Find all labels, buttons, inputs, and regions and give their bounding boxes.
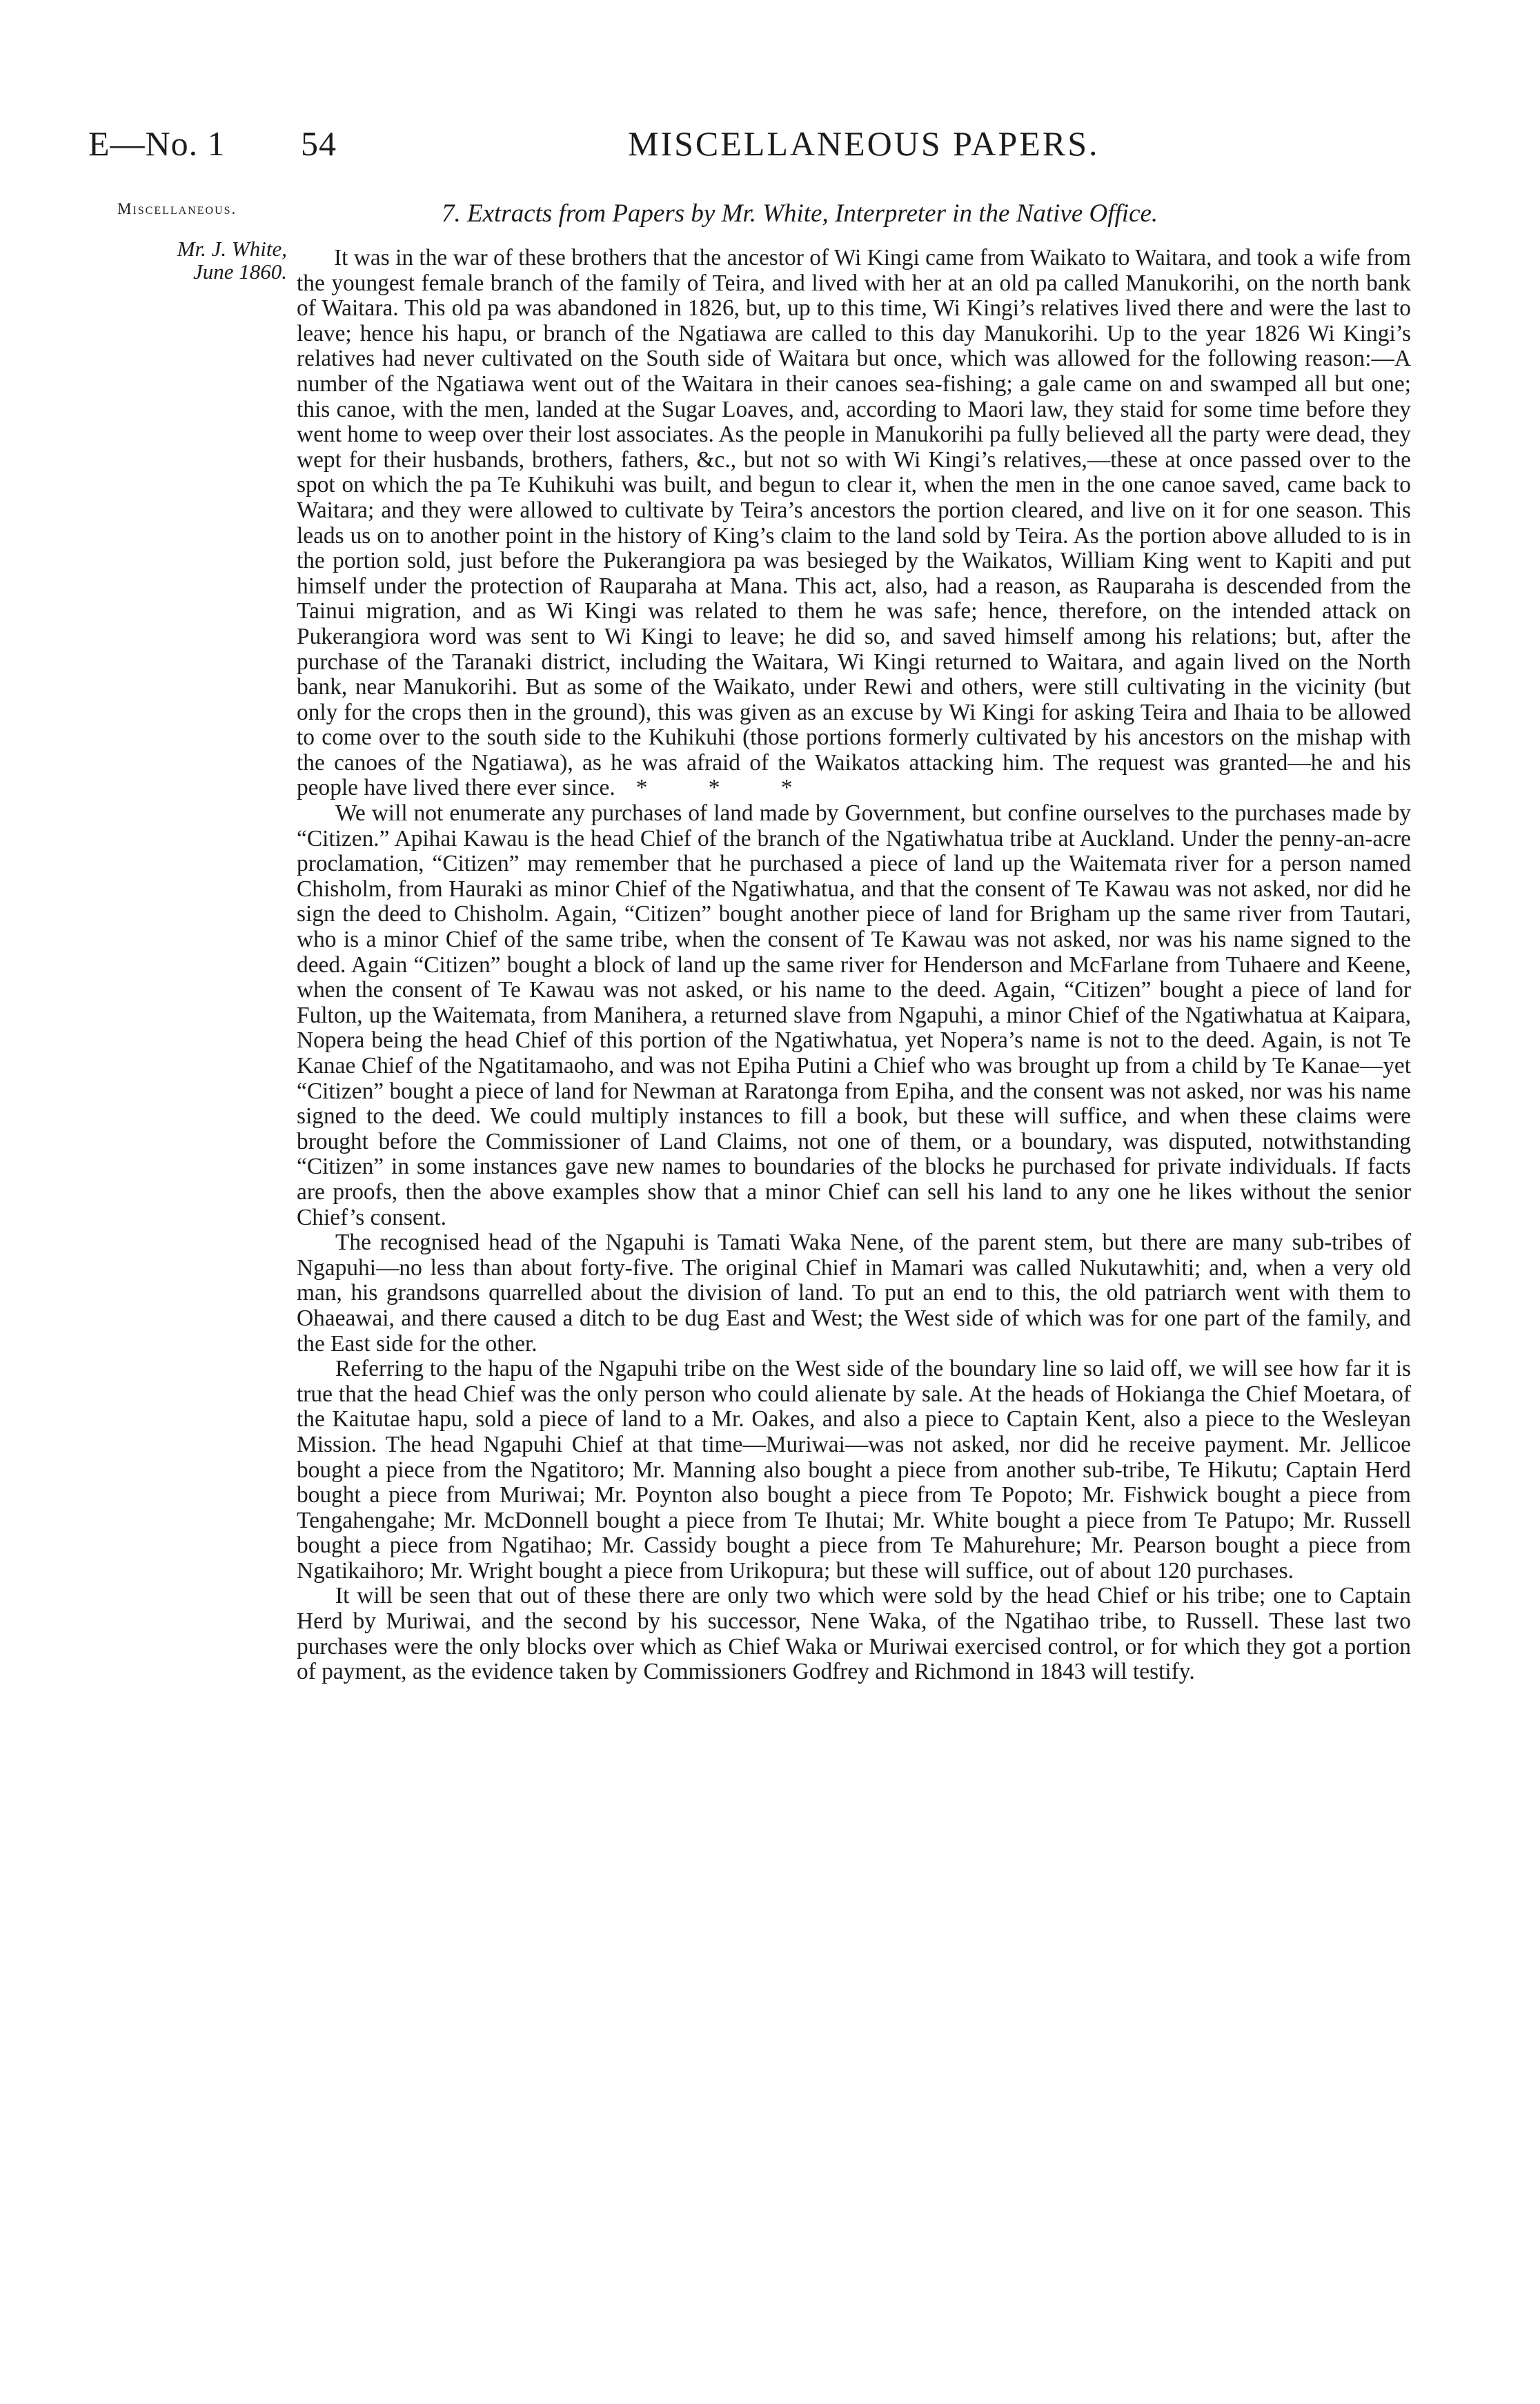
paragraph-2: We will not enumerate any purchases of land made by Government, but confine ourselves to the purchases made by “Citizen.” Apihai Kawau is the head Chief of the branch of the Ngatiwhatua tribe at Auckland. Under the penny-an-acre proclamation, “Citizen” may remember that he purchased a piece of land up the Waitemata river for a person named Chisholm, from Hauraki as minor Chief of the Ngatiwhatua, and that the consent of Te Kawau was not asked, nor did he sign the deed to Chisholm. Again, “Citizen” bought another piece of land for Brigham up the same river from Tautari, who is a minor Chief of the same tribe, when the consent of Te Kawau was not asked, nor was his name signed to the deed. Again “Citizen” bought a block of land up the same river for Henderson and McFarlane from Tuhaere and Keene, when the consent of Te Kawau was not asked, or his name to the deed. Again, “Citizen” bought a piece of land for Fulton, up the Waitemata, from Manihera, a returned slave from Ngapuhi, a minor Chief of the Ngatiwhatua at Kaipara, Nopera being the head Chief of this portion of the Ngatiwhatua, yet Nopera’s name is not to the deed. Again, is not Te Kanae Chief of the Ngatitamaoho, and was not Epiha Putini a Chief who was brought up from a child by Te Kanae—yet “Citizen” bought a piece of land for Newman at Raratonga from Epiha, and the consent was not asked, nor was his name signed to the deed. We could multiply instances to fill a book, but these will suffice, and when these claims were brought before the Commissioner of Land Claims, not one of them, or a boundary, was disputed, notwithstanding “Citizen” in some instances gave new names to boundaries of the blocks he purchased for private individuals. If facts are proofs, then the above examples show that a minor Chief can sell his land to any one he likes without the senior Chief’s consent.	[297, 800, 1411, 1230]
running-title: MISCELLANEOUS PAPERS.	[628, 124, 1100, 163]
paragraph-4: Referring to the hapu of the Ngapuhi tribe on the West side of the boundary line so laid off, we will see how far it is true that the head Chief was the only person who could alienate by sale. At the heads of Hokianga the Chief Moetara, of the Kaitutae hapu, sold a piece of land to a Mr. Oakes, and also a piece to Captain Kent, also a piece to the Wesleyan Mission. The head Ngapuhi Chief at that time—Muriwai—was not asked, nor did he receive payment. Mr. Jellicoe bought a piece from the Ngatitoro; Mr. Manning also bought a piece from another sub-tribe, Te Hikutu; Captain Herd bought a piece from Muriwai; Mr. Poynton also bought a piece from Te Popoto; Mr. Fishwick bought a piece from Tengahengahe; Mr. McDonnell bought a piece from Te Ihutai; Mr. White bought a piece from Te Patupo; Mr. Russell bought a piece from Ngatihao; Mr. Cassidy bought a piece from Te Mahurehure; Mr. Pearson bought a piece from Ngatikaihoro; Mr. Wright bought a piece from Urikopura; but these will suffice, out of about 120 purchases.	[297, 1356, 1411, 1584]
section-heading: 7. Extracts from Papers by Mr. White, Interpreter in the Native Office.	[442, 199, 1158, 228]
body-text	[297, 246, 1411, 1685]
ellipsis-stars: * * *	[635, 775, 820, 801]
margin-note-date: June 1860.	[192, 259, 287, 284]
margin-section-label: Miscellaneous.	[117, 200, 237, 217]
paper-reference: E—No. 1	[88, 124, 226, 163]
paragraph-1-text: It was in the war of these brothers that the ancestor of Wi Kingi came from Waikato to Waitara, and took a wife from the youngest female branch of the family of Teira, and lived with her at an old pa called Manukorihi, on the north bank of Waitara. This old pa was abandoned in 1826, but, up to this time, Wi Kingi’s relatives lived there and were the last to leave; hence his hapu, or branch of the Ngatiawa are called to this day Manukorihi. Up to the year 1826 Wi Kingi’s relatives had never cultivated on the South side of Waitara but once, which was allowed for the following reason:—A number of the Ngatiawa went out of the Waitara in their canoes sea-fishing; a gale came on and swamped all but one; this canoe, with the men, landed at the Sugar Loaves, and, according to Maori law, they staid for some time before they went home to weep over their lost associates. As the people in Manukorihi pa fully believed all the party were dead, they wept for their husbands, brothers, fathers, &c., but not so with Wi Kingi’s relatives,—these at once passed over to the spot on which the pa Te Kuhikuhi was built, and begun to clear it, when the men in the one canoe saved, came back to Waitara; and they were allowed to cultivate by Teira’s ancestors the portion cleared, and live on it for one season. This leads us on to another point in the history of King’s claim to the land sold by Teira. As the portion above alluded to is in the portion sold, just before the Pukerangiora pa was besieged by the Waikatos, William King went to Kapiti and put himself under the protection of Rauparaha at Mana. This act, also, had a reason, as Rauparaha is descended from the Tainui migration, and as Wi Kingi was related to them he was safe; hence, therefore, on the intended attack on Pukerangiora word was sent to Wi Kingi to leave; he did so, and saved himself among his relations; but, after the purchase of the Taranaki district, including the Waitara, Wi Kingi returned to Waitara, and again lived on the North bank, near Manukorihi. But as some of the Waikato, under Rewi and others, were still cultivating in the vicinity (but only for the crops then in the ground), this was given as an excuse by Wi Kingi for asking Teira and Ihaia to be allowed to come over to the south side to the Kuhikuhi (those portions formerly cultivated by his ancestors on the mishap with the canoes of the Ngatiawa), as he was afraid of the Waikatos attacking him. The request was granted—he and his people have lived there ever since.	[297, 245, 1411, 801]
paragraph-1	[297, 246, 1411, 801]
margin-note-author: Mr. J. White,	[177, 237, 287, 261]
paragraph-5: It will be seen that out of these there are only two which were sold by the head Chief or his tribe; one to Captain Herd by Muriwai, and the second by his successor, Nene Waka, of the Ngatihao tribe, to Russell. These last two purchases were the only blocks over which as Chief Waka or Muriwai exercised control, or for which they got a portion of payment, as the evidence taken by Commissioners Godfrey and Richmond in 1843 will testify.	[297, 1583, 1411, 1685]
page-number: 54	[301, 124, 337, 163]
paragraph-3: The recognised head of the Ngapuhi is Tamati Waka Nene, of the parent stem, but there are many sub-tribes of Ngapuhi—no less than about forty-five. The original Chief in Mamari was called Nukutawhiti; and, when a very old man, his grandsons quarrelled about the division of land. To put an end to this, the old patriarch went with them to Ohaeawai, and there caused a ditch to be dug East and West; the West side of which was for one part of the family, and the East side for the other.	[297, 1230, 1411, 1357]
